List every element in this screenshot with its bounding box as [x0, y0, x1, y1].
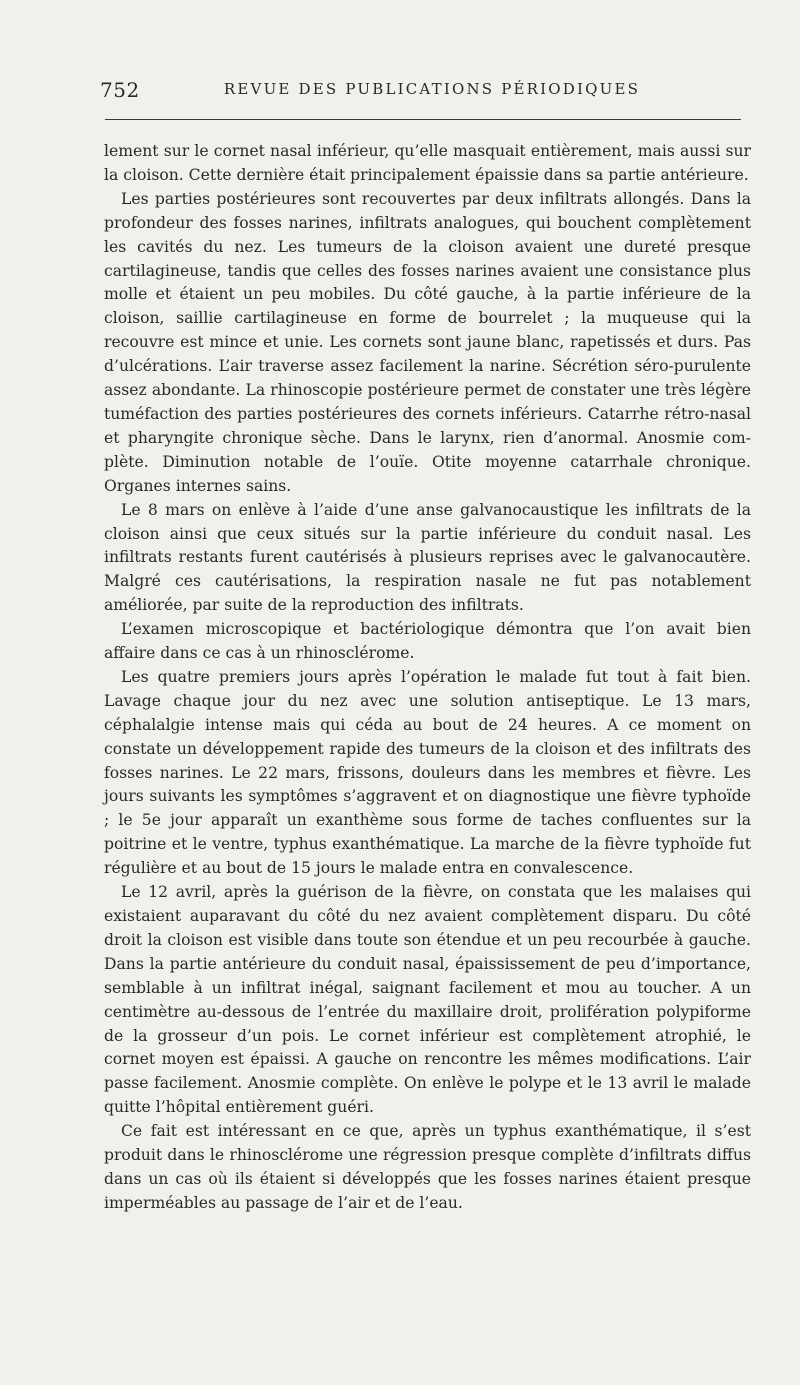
paragraph: Le 12 avril, après la guérison de la fièvre, on constata que les malaises qui existaient auparavant du côté du nez avaient complètement disparu. Du côté droit la cloison est visible dans toute son étendue et un peu recourbée à gauche. Dans la partie antérieure du conduit nasal, épaississement de peu d’importance, semblable à un infiltrat inégal, saignant facilement et mou au toucher. A un centimètre au-dessous de l’entrée du maxillaire droit, prolifération polypiforme de la grosseur d’un pois. Le cornet inférieur est complètement atrophié, le cornet moyen est épaissi. A gauche on rencontre les mêmes modifications. L’air passe facilement. Anosmie complète. On enlève le polype et le 13 avril le malade quitte l’hôpital entièrement guéri.: [104, 883, 751, 1117]
running-title: REVUE DES PUBLICATIONS PÉRIODIQUES: [223, 80, 641, 98]
paragraph: Ce fait est intéressant en ce que, après un typhus exanthématique, il s’est produit dans le rhinosclérome une régression presque complète d’infiltrats diffus dans un cas où ils étaient si développés que les fosses narines étaient presque imperméables au passage de l’air et de l’eau.: [104, 1122, 751, 1212]
page-header: [100, 78, 740, 106]
header-rule: [105, 119, 741, 120]
paragraph: Le 8 mars on enlève à l’aide d’une anse galvanocaustique les infiltrats de la cloison ainsi que ceux situés sur la partie inférieure du conduit nasal. Les infiltrats restants furent cautérisés à plusieurs reprises avec le galvanocautère. Malgré ces cautérisations, la respiration nasale ne fut pas notablement améliorée, par suite de la reproduction des infiltrats.: [104, 500, 751, 615]
paragraph: Les quatre premiers jours après l’opération le malade fut tout à fait bien. Lavage chaque jour du nez avec une solution antiseptique. Le 13 mars, céphalalgie intense mais qui céda au bout de 24 heures. A ce moment on constate un développement rapide des tumeurs de la cloison et des infiltrats des fosses narines. Le 22 mars, frissons, douleurs dans les membres et fièvre. Les jours suivants les symptômes s’aggravent et on diagnostique une fièvre typhoïde ; le 5e jour apparaît un exanthème sous forme de taches confluentes sur la poitrine et le ventre, typhus exanthématique. La marche de la fièvre typhoïde fut régulière et au bout de 15 jours le malade entra en convalescence.: [104, 667, 751, 878]
body-text: [104, 140, 751, 1216]
paragraph-continuation: lement sur le cornet nasal inférieur, qu’elle masquait entièrement, mais aussi sur la cloison. Cette dernière était principalement épaissie dans sa partie antérieure.: [104, 142, 751, 184]
paragraph: Les parties postérieures sont recouvertes par deux infiltrats allongés. Dans la profondeur des fosses narines, infiltrats analogues, qui bouchent complètement les cavités du nez. Les tumeurs de la cloison avaient une dureté presque cartilagineuse, tandis que celles des fosses narines avaient une consistance plus molle et étaient un peu mobiles. Du côté gauche, à la partie inférieure de la cloison, saillie cartilagineuse en forme de bourrelet ; la muqueuse qui la recouvre est mince et unie. Les cornets sont jaune blanc, rapetissés et durs. Pas d’ulcérations. L’air traverse assez facilement la narine. Sécrétion séro-purulente assez abondante. La rhinoscopie postérieure permet de constater une très légère tuméfaction des parties postérieures des cornets inférieurs. Catarrhe rétro-nasal et pharyngite chronique sèche. Dans le larynx, rien d’anormal. Anosmie complète. Diminution notable de l’ouïe. Otite moyenne catarrhale chronique. Organes internes sains.: [104, 189, 751, 495]
page-number: 752: [100, 78, 140, 102]
paragraph: L’examen microscopique et bactériologique démontra que l’on avait bien affaire dans ce cas à un rhinosclérome.: [104, 620, 751, 663]
